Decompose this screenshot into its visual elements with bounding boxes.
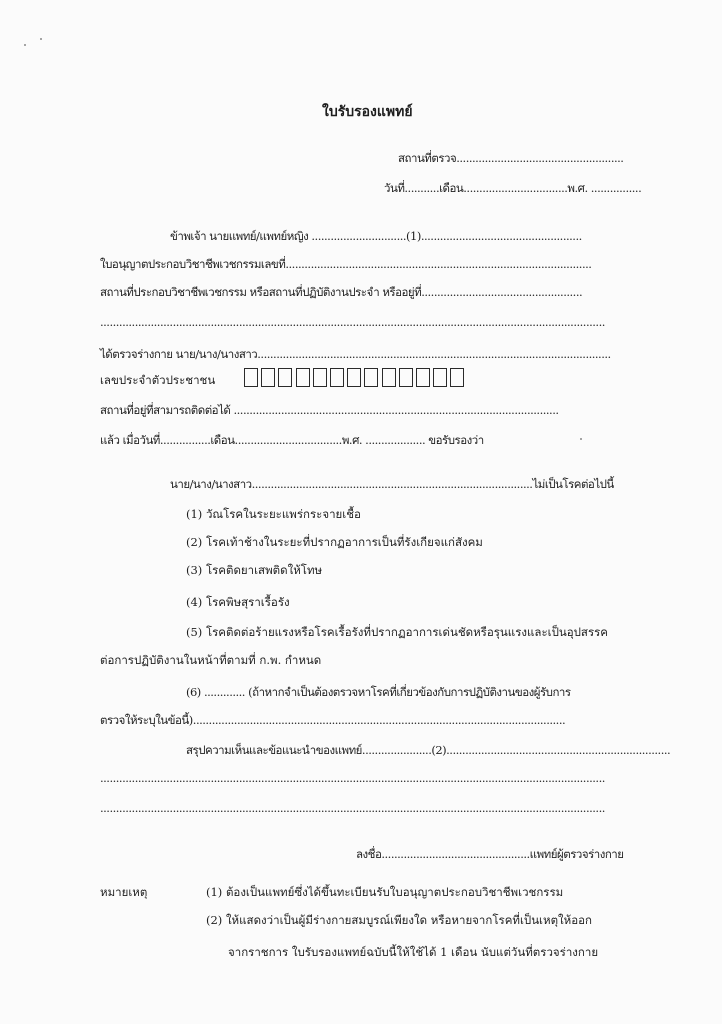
id-digit-box — [433, 368, 447, 387]
item6-line: (6) ............. (ถ้าหากจำเป็นต้องตรวจหาโรคที่เกี่ยวข้องกับการปฏิบัติงานของผู้รับการ — [186, 685, 571, 699]
disease-item: (5) โรคติดต่อร้ายแรงหรือโรคเรื้อรังที่ปรากฏอาการเด่นชัดหรือรุนแรงและเป็นอุปสรรค — [186, 625, 608, 639]
blank-dotted-line: ................................................................................................................................................................ — [100, 801, 605, 815]
note-item: (1) ต้องเป็นแพทย์ซึ่งได้ขึ้นทะเบียนรับใบอนุญาตประกอบวิชาชีพเวชกรรม — [206, 885, 564, 899]
notes-label: หมายเหตุ — [100, 885, 148, 899]
id-digit-box — [416, 368, 430, 387]
disease-item-continued: ต่อการปฏิบัติงานในหน้าที่ตามที่ ก.พ. กำหนด — [100, 653, 322, 667]
doctor-summary-line: สรุปความเห็นและข้อแนะนำของแพทย์......................(2)....................................................................... — [186, 743, 671, 757]
blank-dotted-line: ................................................................................................................................................................ — [100, 771, 605, 785]
id-digit-box — [450, 368, 464, 387]
examined-person-line: ได้ตรวจร่างกาย นาย/นาง/นางสาว................................................................................................................ — [100, 347, 611, 361]
exam-date-line: แล้ว เมื่อวันที่................เดือน..................................พ.ศ. ................... ขอรับรองว่า — [100, 433, 484, 447]
paper-speck — [40, 38, 42, 40]
contact-address-line: สถานที่อยู่ที่สามารถติดต่อได้ ....................................................................................................... — [100, 403, 559, 417]
disease-item: (3) โรคติดยาเสพติดให้โทษ — [186, 563, 323, 577]
id-number-boxes — [244, 368, 467, 387]
date-line: วันที่...........เดือน.................................พ.ศ. ................ — [384, 181, 642, 195]
id-number-label: เลขประจำตัวประชาชน — [100, 373, 216, 387]
doctor-name-line: ข้าพเจ้า นายแพทย์/แพทย์หญิง ..............................(1)................................................... — [170, 229, 582, 243]
exam-place-line: สถานที่ตรวจ..................................................... — [398, 151, 624, 165]
id-digit-box — [244, 368, 258, 387]
practice-place-line: สถานที่ประกอบวิชาชีพเวชกรรม หรือสถานที่ปฏิบัติงานประจำ หรืออยู่ที่................................................... — [100, 285, 583, 299]
id-digit-box — [330, 368, 344, 387]
disease-item: (1) วัณโรคในระยะแพร่กระจายเชื้อ — [186, 507, 361, 521]
license-number-line: ใบอนุญาตประกอบวิชาชีพเวชกรรมเลขที่................................................................................................. — [100, 257, 592, 271]
id-digit-box — [261, 368, 275, 387]
disease-item: (2) โรคเท้าช้างในระยะที่ปรากฏอาการเป็นที่รังเกียจแก่สังคม — [186, 535, 483, 549]
certificate-title: ใบรับรองแพทย์ — [322, 104, 413, 120]
id-digit-box — [296, 368, 310, 387]
item6-continued: ตรวจให้ระบุในข้อนี้)...................................................................................................................... — [100, 713, 566, 727]
person-name-line: นาย/นาง/นางสาว.........................................................................................ไม่เป็นโรคต่อไปนี้ — [170, 477, 614, 491]
id-digit-box — [382, 368, 396, 387]
id-digit-box — [364, 368, 378, 387]
disease-item: (4) โรคพิษสุราเรื้อรัง — [186, 595, 290, 609]
paper-speck — [580, 438, 582, 440]
id-digit-box — [399, 368, 413, 387]
signature-line: ลงชื่อ...............................................แพทย์ผู้ตรวจร่างกาย — [356, 847, 624, 861]
note-item-continued: จากราชการ ใบรับรองแพทย์ฉบับนี้ให้ใช้ได้ 1 เดือน นับแต่วันที่ตรวจร่างกาย — [228, 945, 599, 959]
note-item: (2) ให้แสดงว่าเป็นผู้มีร่างกายสมบูรณ์เพียงใด หรือหายจากโรคที่เป็นเหตุให้ออก — [206, 913, 593, 927]
blank-dotted-line: ................................................................................................................................................................ — [100, 315, 605, 329]
paper-speck — [24, 44, 26, 46]
id-digit-box — [347, 368, 361, 387]
id-digit-box — [313, 368, 327, 387]
id-digit-box — [278, 368, 292, 387]
